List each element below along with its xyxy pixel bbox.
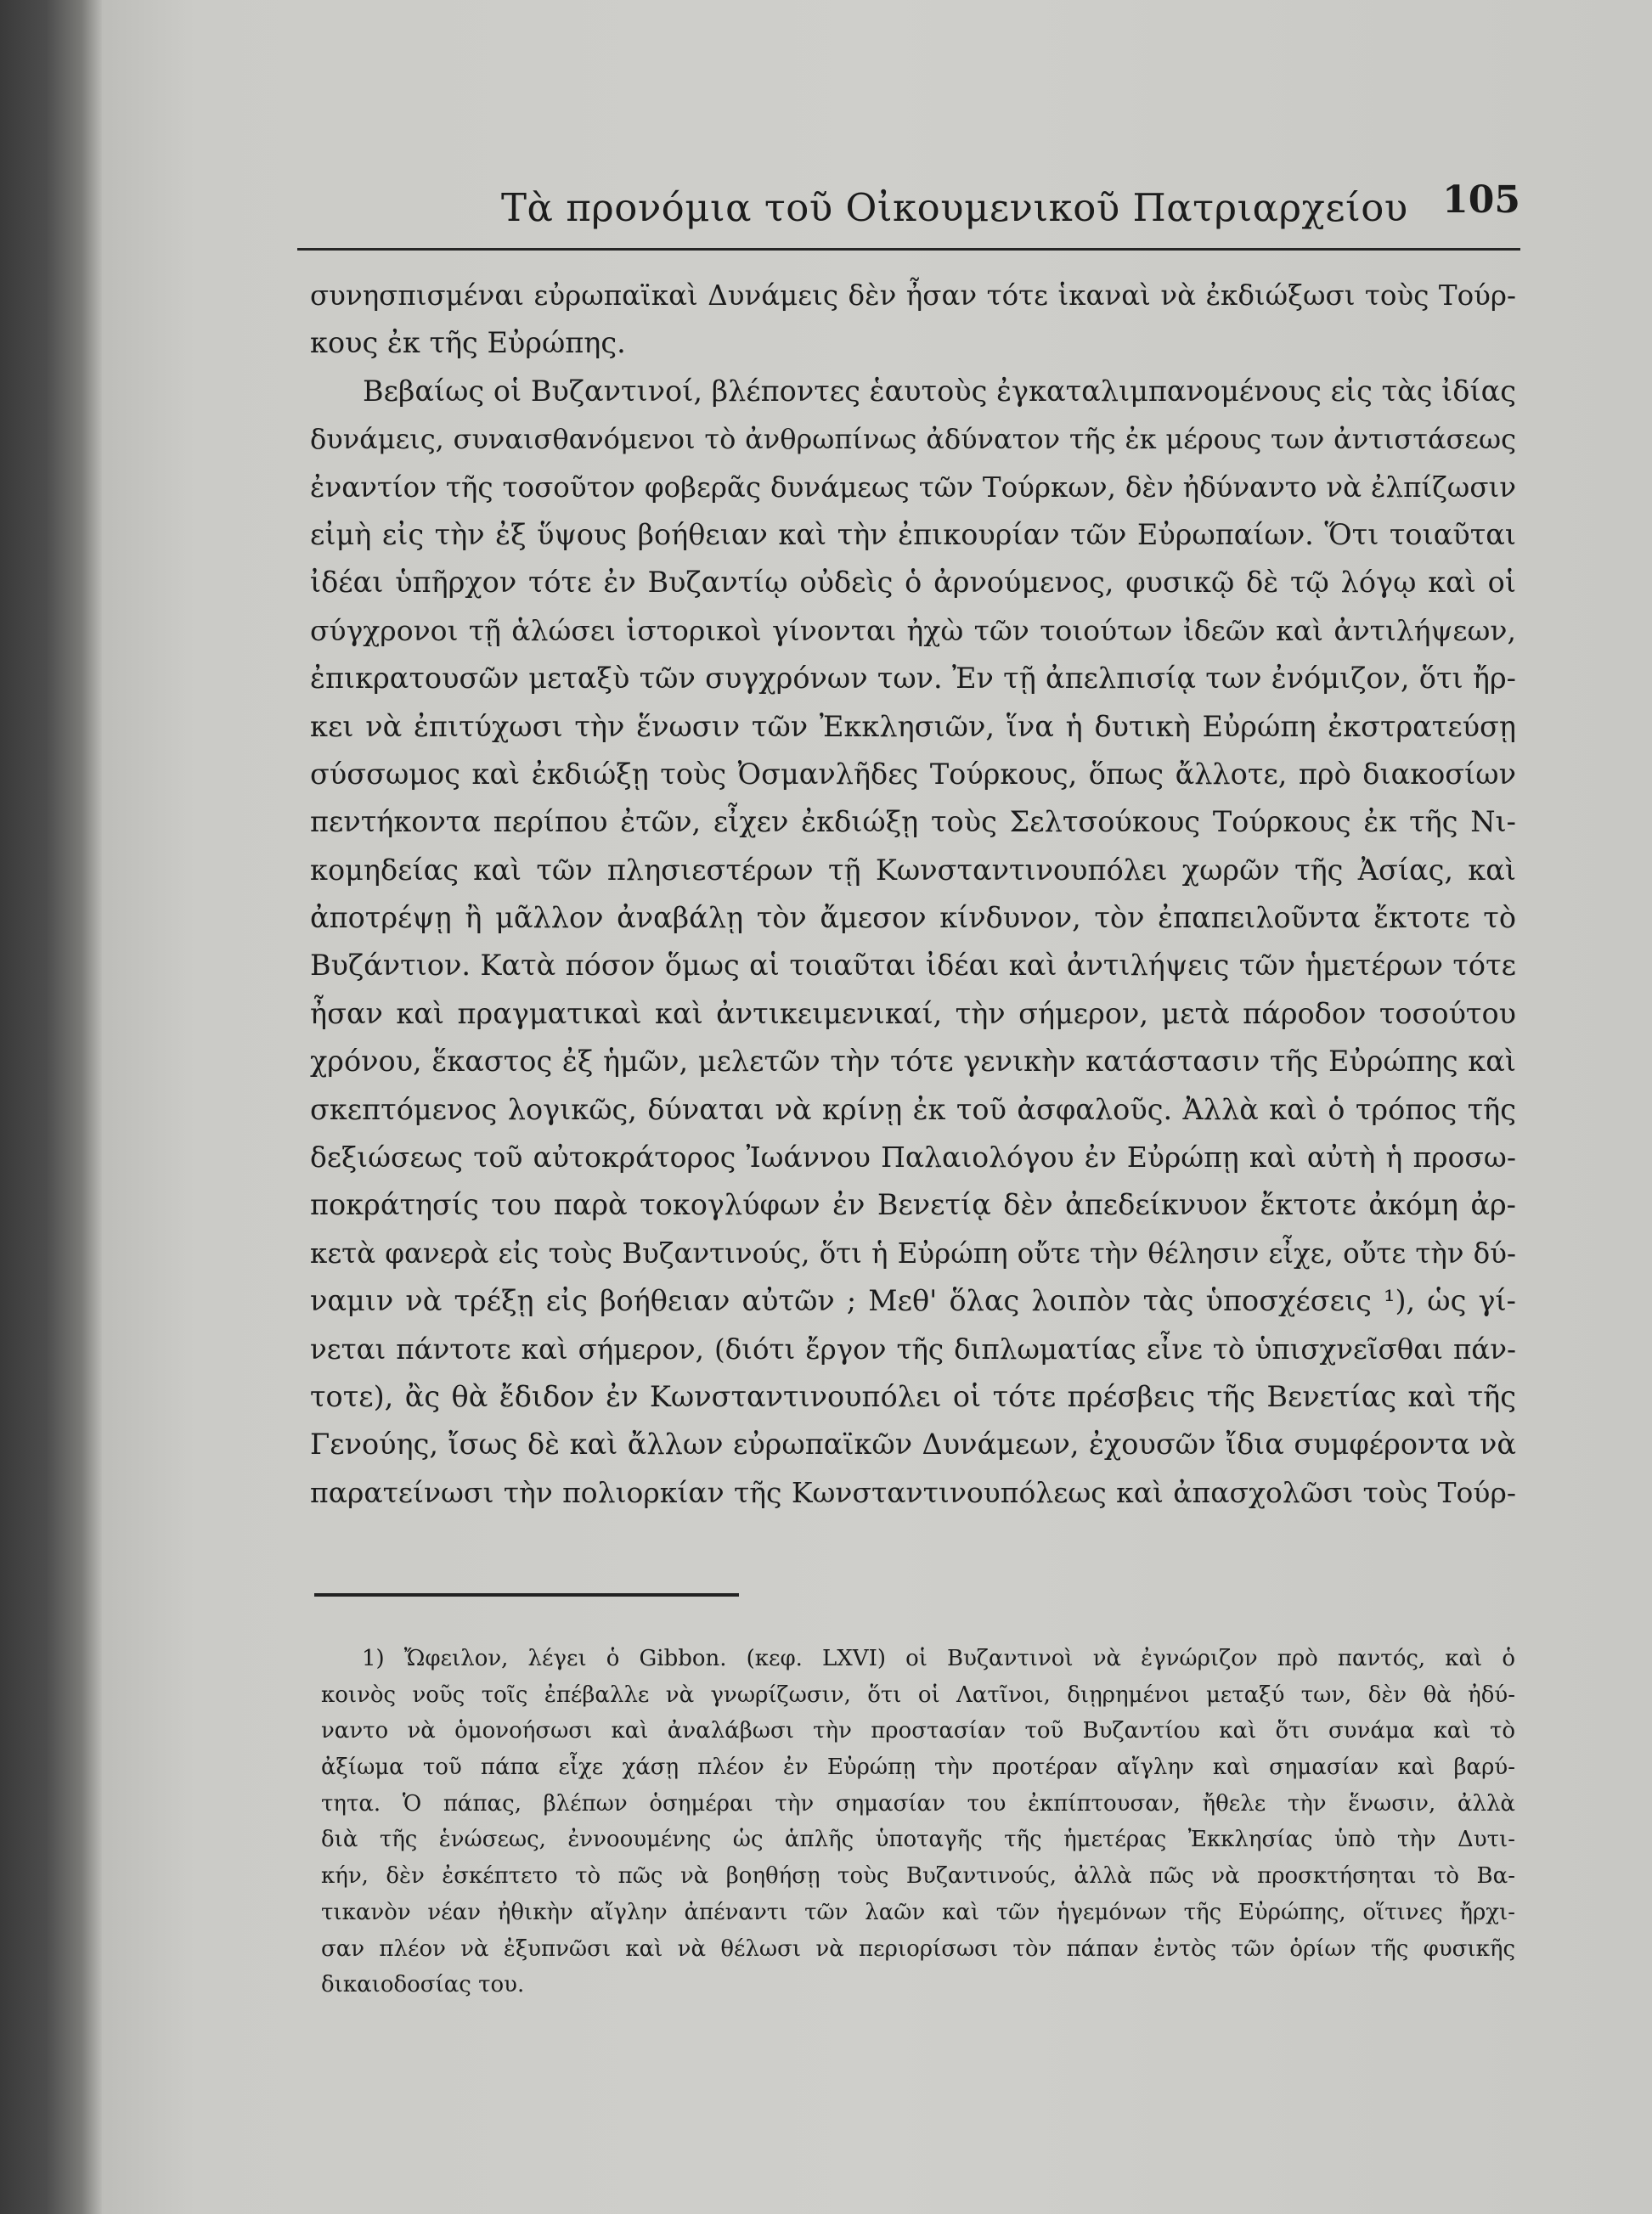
footnote-line: ναντο νὰ ὁμονοήσωσι καὶ ἀναλάβωσι τὴν προστασίαν τοῦ Βυζαντίου καὶ ὅτι συνάμα καὶ τὸ [321, 1718, 1515, 1744]
text-line: ποκράτησίς του παρὰ τοκογλύφων ἐν Βενετίᾳ δὲν ἀπεδείκνυον ἔκτοτε ἀκόμη ἀρ- [310, 1188, 1516, 1222]
footnote-line: κήν, δὲν ἐσκέπτετο τὸ πῶς νὰ βοηθήσῃ τοὺς Βυζαντινούς, ἀλλὰ πῶς νὰ προσκτήσηται τὸ Βα- [321, 1863, 1515, 1890]
text-line: πεντήκοντα περίπου ἐτῶν, εἶχεν ἐκδιώξῃ τοὺς Σελτσούκους Τούρκους ἐκ τῆς Νι- [310, 805, 1516, 839]
text-line: παρατείνωσι τὴν πολιορκίαν τῆς Κωνσταντινουπόλεως καὶ ἀπασχολῶσι τοὺς Τούρ- [310, 1475, 1516, 1509]
main-text-block [310, 272, 1516, 1517]
text-line: κετὰ φανερὰ εἰς τοὺς Βυζαντινούς, ὅτι ἡ Εὐρώπη οὔτε τὴν θέλησιν εἶχε, οὔτε τὴν δύ- [310, 1237, 1516, 1270]
footnote-line: κοινὸς νοῦς τοῖς ἐπέβαλλε νὰ γνωρίζωσιν, ὅτι οἱ Λατῖνοι, διῃρημένοι μεταξύ των, δὲν θὰ ἠδύ- [321, 1682, 1515, 1708]
text-line: σύγχρονοι τῇ ἁλώσει ἱστορικοὶ γίνονται ἠχὼ τῶν τοιούτων ἰδεῶν καὶ ἀντιλήψεων, [310, 613, 1516, 647]
footnote-separator-rule [314, 1593, 739, 1597]
footnote-line: δικαιοδοσίας του. [321, 1972, 525, 1998]
book-spine-shadow [0, 0, 102, 2214]
text-line: σκεπτόμενος λογικῶς, δύναται νὰ κρίνῃ ἐκ τοῦ ἀσφαλοῦς. Ἀλλὰ καὶ ὁ τρόπος τῆς [310, 1092, 1516, 1126]
footnote-line: σαν πλέον νὰ ἐξυπνῶσι καὶ νὰ θέλωσι νὰ περιορίσωσι τὸν πάπαν ἐντὸς τῶν ὁρίων τῆς φυσικῆς [321, 1935, 1515, 1962]
text-line: Βυζάντιον. Κατὰ πόσον ὅμως αἱ τοιαῦται ἰδέαι καὶ ἀντιλήψεις τῶν ἡμετέρων τότε [310, 949, 1516, 983]
footnote-line: διὰ τῆς ἑνώσεως, ἐννοουμένης ὡς ἁπλῆς ὑποταγῆς τῆς ἡμετέρας Ἐκκλησίας ὑπὸ τὴν Δυτι- [321, 1827, 1515, 1853]
text-line: κει νὰ ἐπιτύχωσι τὴν ἕνωσιν τῶν Ἐκκλησιῶν, ἵνα ἡ δυτικὴ Εὐρώπη ἐκστρατεύσῃ [310, 709, 1516, 743]
text-line: ἰδέαι ὑπῆρχον τότε ἐν Βυζαντίῳ οὐδεὶς ὁ ἀρνούμενος, φυσικῷ δὲ τῷ λόγῳ καὶ οἱ [310, 566, 1516, 600]
text-line: Βεβαίως οἱ Βυζαντινοί, βλέποντες ἑαυτοὺς ἐγκαταλιμπανομένους εἰς τὰς ἰδίας [363, 374, 1516, 408]
text-line: κομηδείας καὶ τῶν πλησιεστέρων τῇ Κωνσταντινουπόλει χωρῶν τῆς Ἀσίας, καὶ [310, 853, 1516, 887]
text-line: Γενούης, ἴσως δὲ καὶ ἄλλων εὐρωπαϊκῶν Δυνάμεων, ἐχουσῶν ἴδια συμφέροντα νὰ [310, 1428, 1516, 1462]
page-number: 105 [1442, 178, 1520, 222]
page-header [297, 178, 1520, 255]
text-line: ναμιν νὰ τρέξῃ εἰς βοήθειαν αὐτῶν ; Μεθ' ὅλας λοιπὸν τὰς ὑποσχέσεις ¹), ὡς γί- [310, 1284, 1516, 1318]
footnote-line: τικανὸν νέαν ἠθικὴν αἴγλην ἀπέναντι τῶν λαῶν καὶ τῶν ἡγεμόνων τῆς Εὐρώπης, οἵτινες ἤρχι- [321, 1899, 1515, 1925]
running-title: Τὰ προνόμια τοῦ Οἰκουμενικοῦ Πατριαρχείου [501, 185, 1408, 230]
text-line: εἰμὴ εἰς τὴν ἐξ ὕψους βοήθειαν καὶ τὴν ἐπικουρίαν τῶν Εὐρωπαίων. Ὅτι τοιαῦται [310, 517, 1516, 551]
text-line: ἀποτρέψῃ ἢ μᾶλλον ἀναβάλῃ τὸν ἄμεσον κίνδυνον, τὸν ἐπαπειλοῦντα ἔκτοτε τὸ [310, 901, 1516, 935]
text-line: χρόνου, ἕκαστος ἐξ ἡμῶν, μελετῶν τὴν τότε γενικὴν κατάστασιν τῆς Εὐρώπης καὶ [310, 1045, 1516, 1079]
text-line: ἐπικρατουσῶν μεταξὺ τῶν συγχρόνων των. Ἐν τῇ ἀπελπισίᾳ των ἐνόμιζον, ὅτι ἤρ- [310, 662, 1516, 696]
text-line: τοτε), ἂς θὰ ἔδιδον ἐν Κωνσταντινουπόλει οἱ τότε πρέσβεις τῆς Βενετίας καὶ τῆς [310, 1379, 1516, 1413]
text-line: ἐναντίον τῆς τοσοῦτον φοβερᾶς δυνάμεως τῶν Τούρκων, δὲν ἠδύναντο νὰ ἐλπίζωσιν [310, 470, 1516, 504]
text-line: συνησπισμέναι εὐρωπαϊκαὶ Δυνάμεις δὲν ἦσαν τότε ἱκαναὶ νὰ ἐκδιώξωσι τοὺς Τούρ- [310, 279, 1516, 312]
footnote-line: ἀξίωμα τοῦ πάπα εἶχε χάσῃ πλέον ἐν Εὐρώπῃ τὴν προτέραν αἴγλην καὶ σημασίαν καὶ βαρύ- [321, 1755, 1515, 1781]
footnote-block [321, 1641, 1515, 2003]
footnote-line: τητα. Ὁ πάπας, βλέπων ὁσημέραι τὴν σημασίαν του ἐκπίπτουσαν, ἤθελε τὴν ἕνωσιν, ἀλλὰ [321, 1790, 1515, 1817]
text-line: δεξιώσεως τοῦ αὐτοκράτορος Ἰωάννου Παλαιολόγου ἐν Εὐρώπῃ καὶ αὐτὴ ἡ προσω- [310, 1141, 1516, 1175]
text-line: κους ἐκ τῆς Εὐρώπης. [310, 326, 626, 360]
text-line: ἦσαν καὶ πραγματικαὶ καὶ ἀντικειμενικαί, τὴν σήμερον, μετὰ πάροδον τοσούτου [310, 996, 1516, 1030]
text-line: δυνάμεις, συναισθανόμενοι τὸ ἀνθρωπίνως ἀδύνατον τῆς ἐκ μέρους των ἀντιστάσεως [310, 423, 1516, 456]
text-line: νεται πάντοτε καὶ σήμερον, (διότι ἔργον τῆς διπλωματίας εἶνε τὸ ὑπισχνεῖσθαι πάν- [310, 1332, 1516, 1366]
text-line: σύσσωμος καὶ ἐκδιώξῃ τοὺς Ὀσμανλῆδες Τούρκους, ὅπως ἄλλοτε, πρὸ διακοσίων [310, 757, 1516, 791]
footnote-line: 1) Ὤφειλον, λέγει ὁ Gibbon. (κεφ. LXVI) οἱ Βυζαντινοὶ νὰ ἐγνώριζον πρὸ παντός, καὶ ὁ [362, 1646, 1515, 1671]
header-rule [297, 248, 1520, 251]
